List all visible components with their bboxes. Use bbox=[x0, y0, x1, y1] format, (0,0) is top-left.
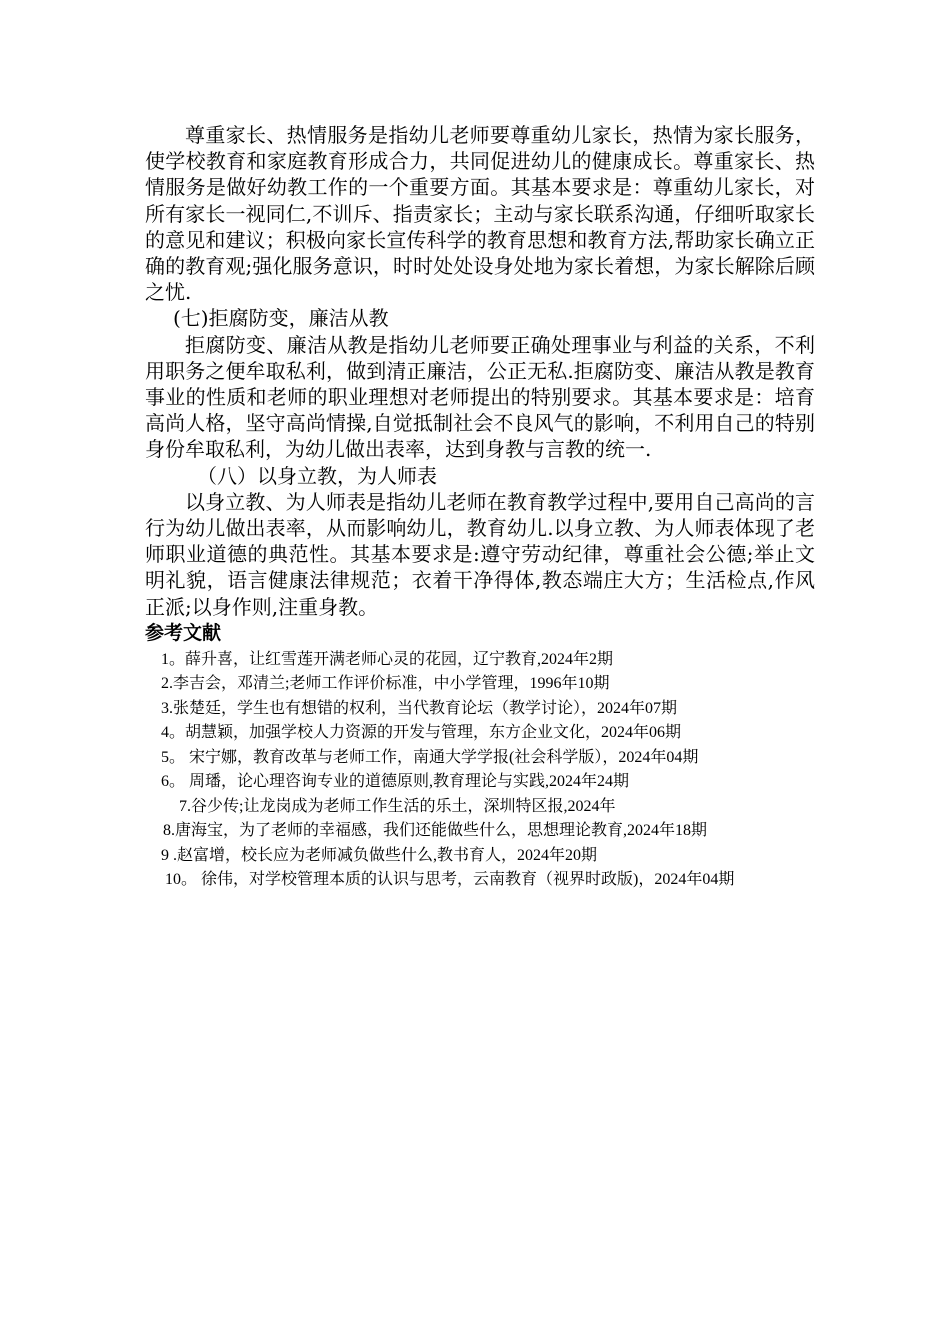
reference-item-10: 10。 徐伟，对学校管理本质的认识与思考，云南教育（视界时政版)，2024年04期 bbox=[165, 871, 735, 889]
reference-item-5: 5。 宋宁娜，教育改革与老师工作，南通大学学报(社会科学版），2024年04期 bbox=[161, 748, 699, 766]
reference-item-9: 9 .赵富增，校长应为老师减负做些什么,教书育人，2024年20期 bbox=[161, 846, 598, 864]
document-page bbox=[145, 122, 815, 893]
reference-item-4: 4。胡慧颖，加强学校人力资源的开发与管理，东方企业文化，2024年06期 bbox=[161, 724, 682, 742]
section-heading-8: （八）以身立教，为人师表 bbox=[197, 463, 437, 488]
reference-item-3: 3.张楚廷，学生也有想错的权利，当代教育论坛（教学讨论），2024年07期 bbox=[161, 699, 678, 717]
reference-item-1: 1。薛升喜，让红雪莲开满老师心灵的花园，辽宁教育,2024年2期 bbox=[161, 650, 614, 668]
reference-item-6: 6。 周璠，论心理咨询专业的道德原则,教育理论与实践,2024年24期 bbox=[161, 773, 630, 791]
paragraph-respect-parents: 尊重家长、热情服务是指幼儿老师要尊重幼儿家长，热情为家长服务，使学校教育和家庭教育形成合力，共同促进幼儿的健康成长。尊重家长、热情服务是做好幼教工作的一个重要方面。其基本要求是：尊重幼儿家长，对所有家长一视同仁,不训斥、指责家长；主动与家长联系沟通，仔细听取家长的意见和建议；积极向家长宣传科学的教育思想和教育方法,帮助家长确立正确的教育观;强化服务意识，时时处处设身处地为家长着想，为家长解除后顾之忧. bbox=[145, 123, 815, 305]
paragraph-role-model: 以身立教、为人师表是指幼儿老师在教育教学过程中,要用自己高尚的言行为幼儿做出表率，从而影响幼儿，教育幼儿.以身立教、为人师表体现了老师职业道德的典范性。其基本要求是:遵守劳动纪律，尊重社会公德;举止文明礼貌，语言健康法律规范；衣着干净得体,教态端庄大方；生活检点,作风正派;以身作则,注重身教。 bbox=[145, 489, 815, 619]
reference-item-7: 7.谷少传;让龙岗成为老师工作生活的乐土，深圳特区报,2024年 bbox=[179, 797, 616, 815]
paragraph-anti-corruption: 拒腐防变、廉洁从教是指幼儿老师要正确处理事业与利益的关系，不利用职务之便牟取私利，做到清正廉洁，公正无私.拒腐防变、廉洁从教是教育事业的性质和老师的职业理想对老师提出的特别要求。其基本要求是：培育高尚人格，坚守高尚情操,自觉抵制社会不良风气的影响，不利用自己的特别身份牟取私利，为幼儿做出表率，达到身教与言教的统一. bbox=[145, 332, 815, 462]
reference-item-8: 8.唐海宝，为了老师的幸福感，我们还能做些什么，思想理论教育,2024年18期 bbox=[163, 822, 708, 840]
section-heading-7: (七)拒腐防变，廉洁从教 bbox=[173, 306, 389, 331]
references-title: 参考文献 bbox=[145, 621, 222, 644]
references-list bbox=[145, 648, 815, 893]
reference-item-2: 2.李吉会，邓清兰;老师工作评价标准，中小学管理，1996年10期 bbox=[161, 675, 610, 693]
